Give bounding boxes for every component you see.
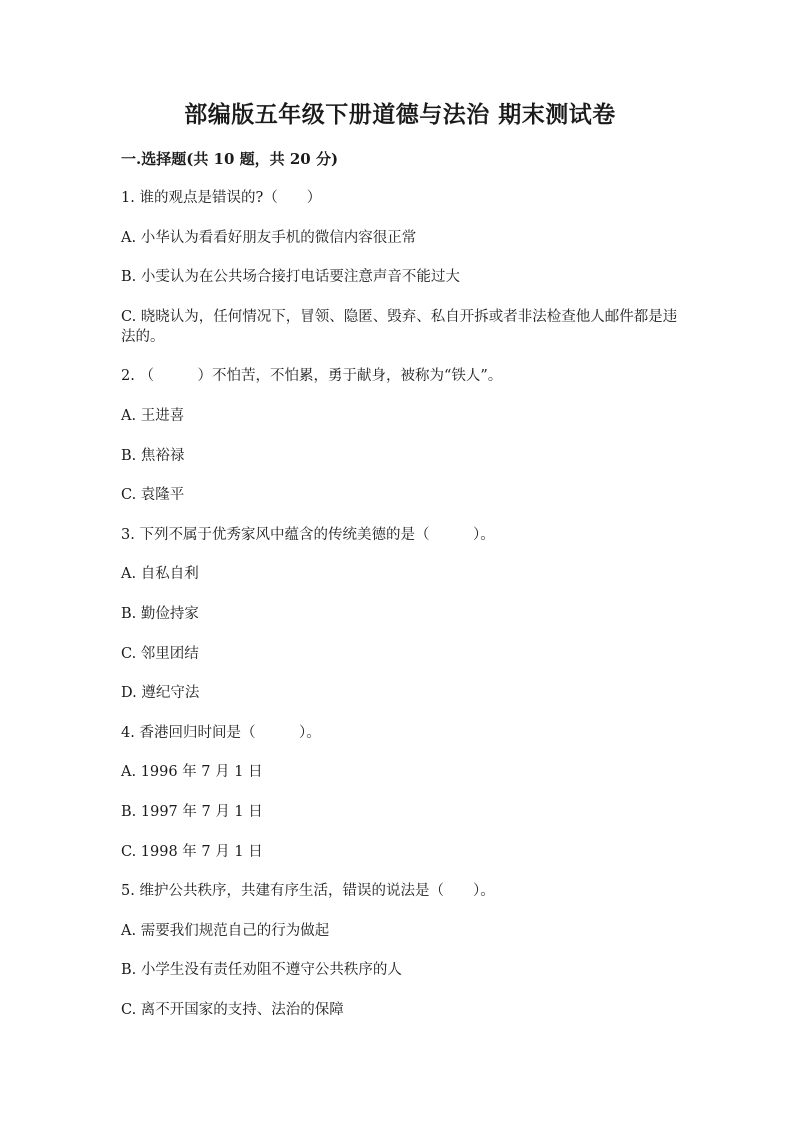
question-option: C. 邻里团结	[121, 645, 199, 662]
question-stem: 3. 下列不属于优秀家风中蕴含的传统美德的是（ ）。	[121, 526, 495, 543]
question-option: C. 晓晓认为，任何情况下，冒领、隐匿、毁弃、私自开拆或者非法检查他人邮件都是违法的。	[121, 308, 678, 345]
question-option: A. 自私自利	[121, 566, 199, 583]
question-option: A. 小华认为看看好朋友手机的微信内容很正常	[121, 229, 417, 246]
question-option: A. 王进喜	[121, 407, 185, 424]
question-list	[121, 188, 681, 1039]
question-option: A. 1996 年 7 月 1 日	[121, 764, 263, 781]
question-stem: 2. （ ）不怕苦，不怕累，勇于献身，被称为“铁人”。	[121, 368, 503, 385]
question-option: C. 1998 年 7 月 1 日	[121, 843, 263, 860]
question-option: A. 需要我们规范自己的行为做起	[121, 922, 330, 939]
question-option: B. 勤俭持家	[121, 605, 199, 622]
question-option: B. 小学生没有责任劝阻不遵守公共秩序的人	[121, 962, 402, 979]
question-option: C. 离不开国家的支持、法治的保障	[121, 1001, 344, 1018]
question-stem: 1. 谁的观点是错误的?（ ）	[121, 190, 322, 206]
question-option: B. 1997 年 7 月 1 日	[121, 803, 263, 820]
page-title: 部编版五年级下册道德与法治 期末测试卷	[184, 101, 616, 128]
question-stem: 4. 香港回归时间是（ ）。	[121, 724, 321, 741]
question-option: B. 小雯认为在公共场合接打电话要注意声音不能过大	[121, 269, 460, 286]
question-option: D. 遵纪守法	[121, 685, 200, 702]
section-heading: 一.选择题(共 10 题，共 20 分)	[121, 150, 339, 168]
question-option: C. 袁隆平	[121, 487, 185, 504]
question-stem: 5. 维护公共秩序，共建有序生活，错误的说法是（ ）。	[121, 883, 495, 900]
question-option: B. 焦裕禄	[121, 447, 185, 464]
